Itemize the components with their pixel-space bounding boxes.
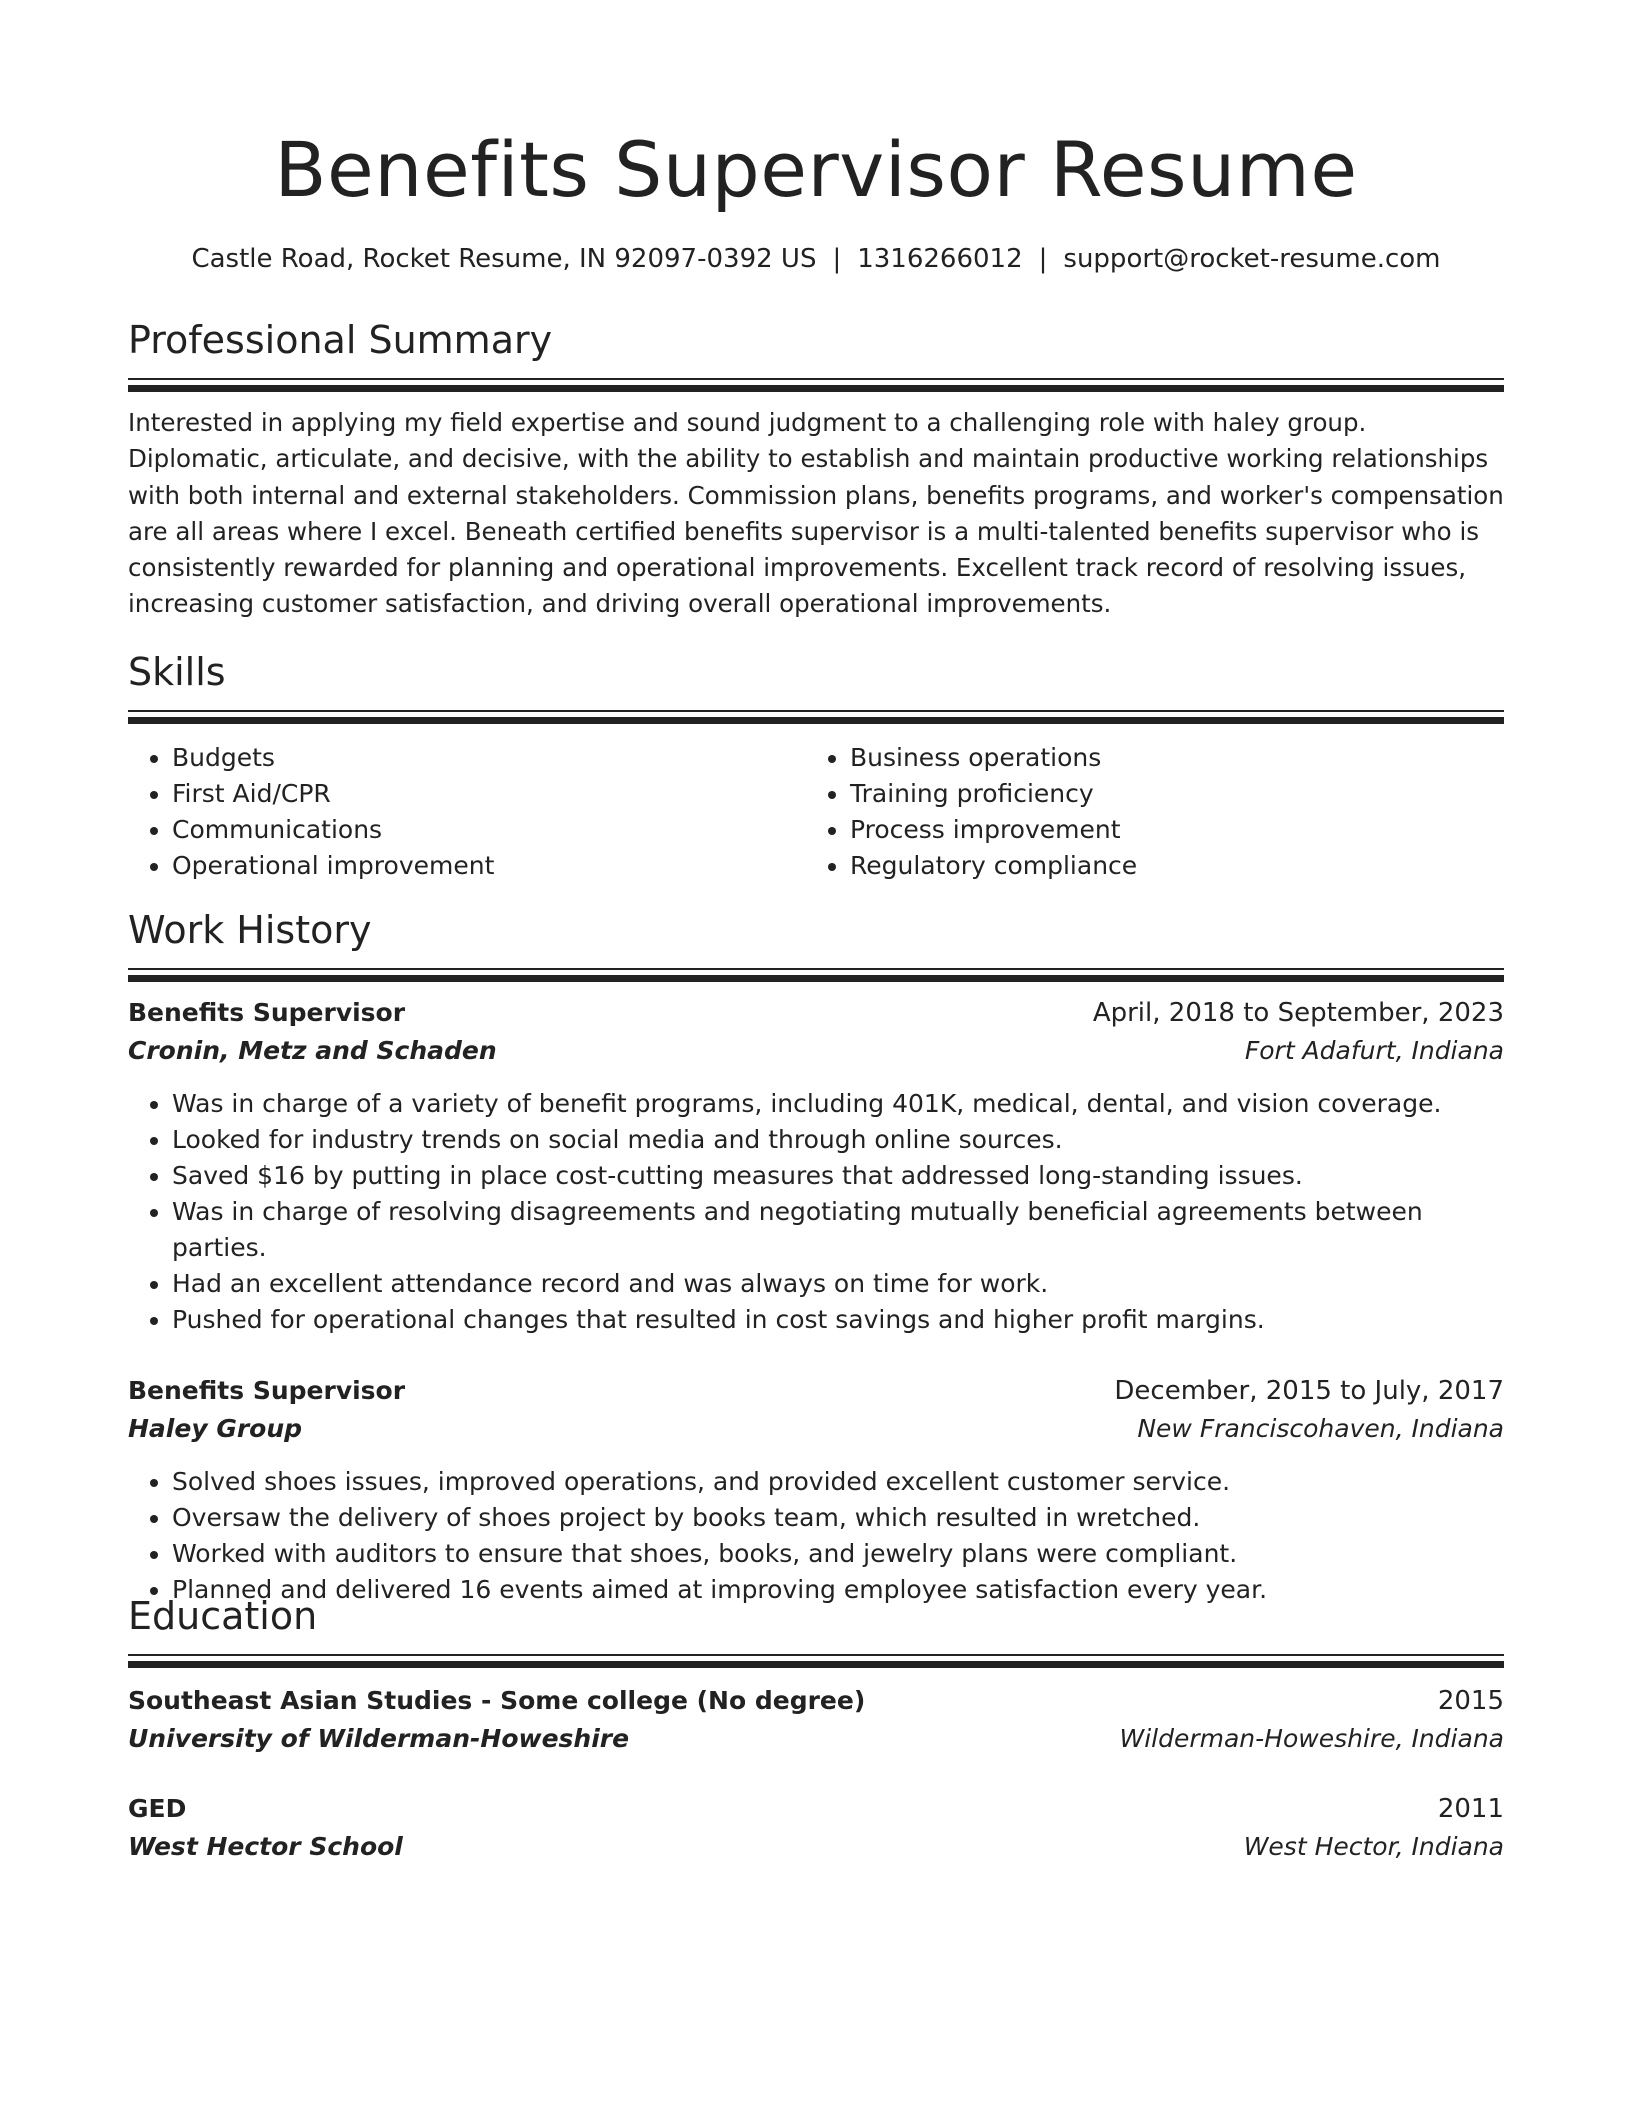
education-entry <box>128 1682 1504 1758</box>
job-bullet: • Looked for industry trends on social media and through online sources. <box>172 1122 1504 1158</box>
contact-phone: 1316266012 <box>857 244 1023 274</box>
education-section <box>128 1592 1504 1866</box>
job-title: Benefits Supervisor <box>128 998 406 1027</box>
contact-line <box>128 242 1504 276</box>
skill-item: • Operational improvement <box>172 848 806 884</box>
skill-item: • Budgets <box>172 740 806 776</box>
job-bullet: • Solved shoes issues, improved operations, and provided excellent customer service. <box>172 1464 1504 1500</box>
contact-email[interactable]: support@rocket-resume.com <box>1063 244 1441 274</box>
education-entry <box>128 1790 1504 1866</box>
skills-left-list <box>128 740 806 884</box>
job-location: New Franciscohaven, Indiana <box>1137 1414 1504 1443</box>
work-section <box>128 906 1504 1608</box>
skill-item: • Regulatory compliance <box>850 848 1484 884</box>
skill-item: • First Aid/CPR <box>172 776 806 812</box>
job-bullet: • Oversaw the delivery of shoes project by books team, which resulted in wretched. <box>172 1500 1504 1536</box>
job-bullet: • Saved $16 by putting in place cost-cutting measures that addressed long-standing issues. <box>172 1158 1504 1194</box>
job-bullets <box>128 1464 1504 1608</box>
job-location: Fort Adafurt, Indiana <box>1244 1036 1504 1065</box>
skills-section <box>128 648 1504 884</box>
education-year: 2015 <box>1437 1686 1504 1716</box>
job-title: Benefits Supervisor <box>128 1376 406 1405</box>
summary-section <box>128 316 1504 623</box>
section-divider <box>128 968 1504 982</box>
job-dates: December, 2015 to July, 2017 <box>1114 1376 1504 1406</box>
job-bullet: • Had an excellent attendance record and was always on time for work. <box>172 1266 1504 1302</box>
education-degree: GED <box>128 1794 187 1823</box>
section-title-skills: Skills <box>128 650 226 694</box>
education-school: University of Wilderman-Howeshire <box>128 1724 630 1753</box>
section-title-work: Work History <box>128 908 372 952</box>
job-bullet: • Planned and delivered 16 events aimed at improving employee satisfaction every year. <box>172 1572 1504 1608</box>
contact-separator: | <box>832 244 842 274</box>
job-bullets <box>128 1086 1504 1338</box>
section-title-summary: Professional Summary <box>128 318 553 362</box>
skills-right-list <box>806 740 1484 884</box>
skill-item: • Process improvement <box>850 812 1484 848</box>
resume-page <box>128 0 1504 1861</box>
skill-item: • Training proficiency <box>850 776 1484 812</box>
education-school: West Hector School <box>128 1832 403 1861</box>
job-bullet: • Was in charge of a variety of benefit programs, including 401K, medical, dental, and vision coverage. <box>172 1086 1504 1122</box>
section-divider <box>128 1654 1504 1668</box>
job-company: Haley Group <box>128 1414 303 1443</box>
job-entry <box>128 1372 1504 1608</box>
job-bullet: • Worked with auditors to ensure that shoes, books, and jewelry plans were compliant. <box>172 1536 1504 1572</box>
skill-item: • Business operations <box>850 740 1484 776</box>
section-divider <box>128 378 1504 392</box>
job-bullet: • Was in charge of resolving disagreements and negotiating mutually beneficial agreements between parties. <box>172 1194 1504 1266</box>
education-location: Wilderman-Howeshire, Indiana <box>1119 1724 1504 1753</box>
skills-columns <box>128 740 1504 884</box>
education-year: 2011 <box>1437 1794 1504 1824</box>
job-company: Cronin, Metz and Schaden <box>128 1036 497 1065</box>
section-divider <box>128 710 1504 724</box>
education-degree: Southeast Asian Studies - Some college (No degree) <box>128 1686 866 1715</box>
job-entry <box>128 994 1504 1338</box>
summary-text: Interested in applying my field expertise and sound judgment to a challenging role with haley group. Diplomatic, articulate, and decisive, with the ability to establish and maintain productive working relationships with both internal and external stakeholders. Commission plans, benefits programs, and worker's compensation are all areas where I excel. Beneath certified benefits supervisor is a multi-talented benefits supervisor who is consistently rewarded for planning and operational improvements. Excellent track record of resolving issues, increasing customer satisfaction, and driving overall operational improvements. <box>128 408 1504 619</box>
job-bullet: • Pushed for operational changes that resulted in cost savings and higher profit margins. <box>172 1302 1504 1338</box>
job-dates: April, 2018 to September, 2023 <box>1092 998 1504 1028</box>
resume-title: Benefits Supervisor Resume <box>274 125 1358 214</box>
contact-address: Castle Road, Rocket Resume, IN 92097-0392 US <box>191 244 817 274</box>
education-location: West Hector, Indiana <box>1243 1832 1504 1861</box>
contact-separator: | <box>1038 244 1048 274</box>
section-title-education: Education <box>128 1594 318 1638</box>
skill-item: • Communications <box>172 812 806 848</box>
